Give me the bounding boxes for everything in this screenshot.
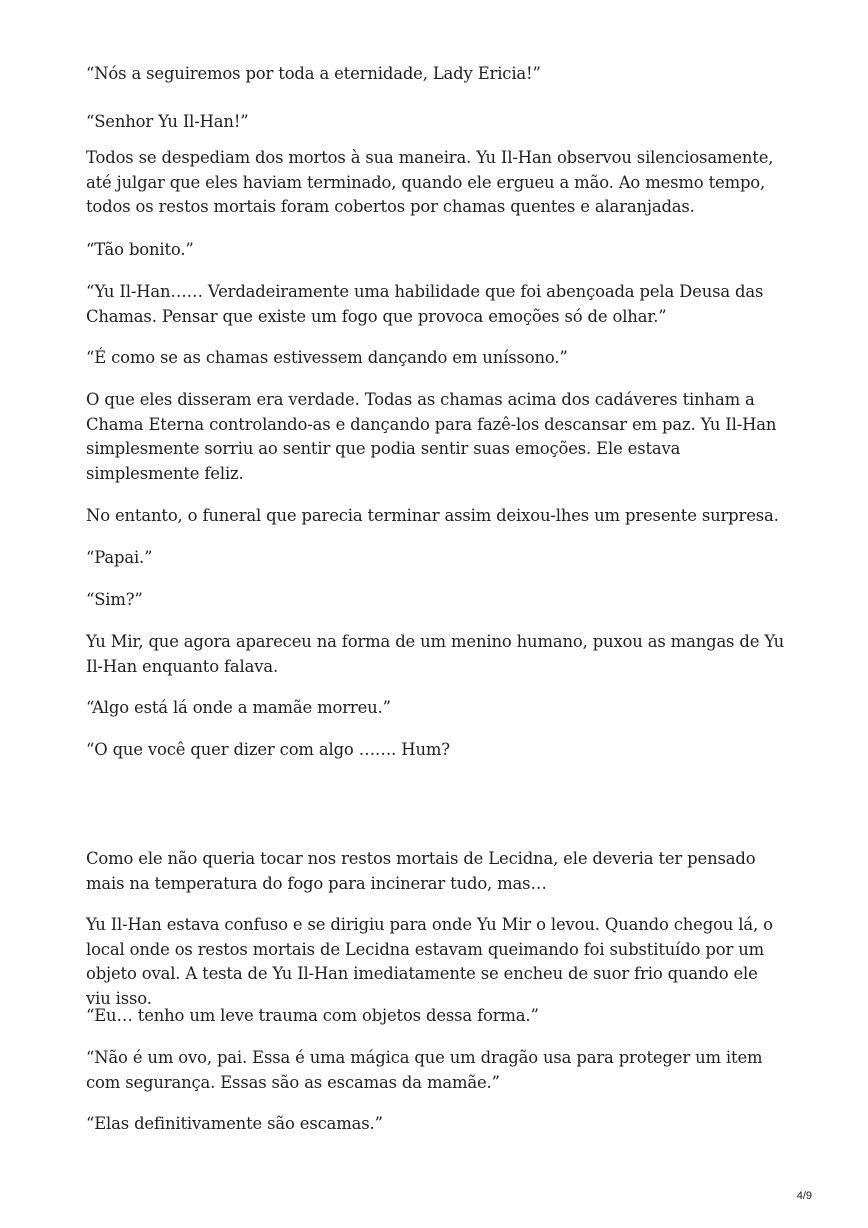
- paragraph-17: “Não é um ovo, pai. Essa é uma mágica que um dragão usa para proteger um item com segurança. Essas são as escamas da mamãe.”: [86, 1048, 763, 1092]
- paragraph-2: “Senhor Yu Il-Han!”: [86, 112, 249, 131]
- paragraph-9: “Papai.”: [86, 548, 153, 567]
- paragraph-6: “É como se as chamas estivessem dançando em uníssono.”: [86, 348, 568, 367]
- paragraph-1: “Nós a seguiremos por toda a eternidade, Lady Ericia!”: [86, 64, 541, 83]
- paragraph-12: “Algo está lá onde a mamãe morreu.”: [86, 698, 391, 717]
- paragraph-15: Yu Il-Han estava confuso e se dirigiu para onde Yu Mir o levou. Quando chegou lá, o local onde os restos mortais de Lecidna estavam queimando foi substituído por um objeto oval. A testa de Yu Il-Han imediatamente se encheu de suor frio quando ele viu isso.: [86, 915, 773, 1008]
- paragraph-5: “Yu Il-Han…… Verdadeiramente uma habilidade que foi abençoada pela Deusa das Chamas. Pensar que existe um fogo que provoca emoções só de olhar.”: [86, 282, 764, 326]
- paragraph-11: Yu Mir, que agora apareceu na forma de um menino humano, puxou as mangas de Yu Il-Han enquanto falava.: [86, 632, 784, 676]
- paragraph-3: Todos se despediam dos mortos à sua maneira. Yu Il-Han observou silenciosamente, até julgar que eles haviam terminado, quando ele ergueu a mão. Ao mesmo tempo, todos os restos mortais foram cobertos por chamas quentes e alaranjadas.: [86, 148, 774, 216]
- paragraph-4: “Tão bonito.”: [86, 240, 194, 259]
- paragraph-7: O que eles disseram era verdade. Todas as chamas acima dos cadáveres tinham a Chama Eterna controlando-as e dançando para fazê-los descansar em paz. Yu Il-Han simplesmente sorriu ao sentir que podia sentir suas emoções. Ele estava simplesmente feliz.: [86, 390, 777, 483]
- paragraph-13: “O que você quer dizer com algo ……. Hum?: [86, 740, 450, 759]
- page-number: 4/9: [796, 1190, 812, 1202]
- paragraph-16: “Eu… tenho um leve trauma com objetos dessa forma.”: [86, 1006, 539, 1025]
- paragraph-8: No entanto, o funeral que parecia terminar assim deixou-lhes um presente surpresa.: [86, 506, 779, 525]
- paragraph-14: Como ele não queria tocar nos restos mortais de Lecidna, ele deveria ter pensado mais na temperatura do fogo para incinerar tudo, mas…: [86, 849, 756, 893]
- paragraph-18: “Elas definitivamente são escamas.”: [86, 1114, 383, 1133]
- paragraph-10: “Sim?”: [86, 590, 143, 609]
